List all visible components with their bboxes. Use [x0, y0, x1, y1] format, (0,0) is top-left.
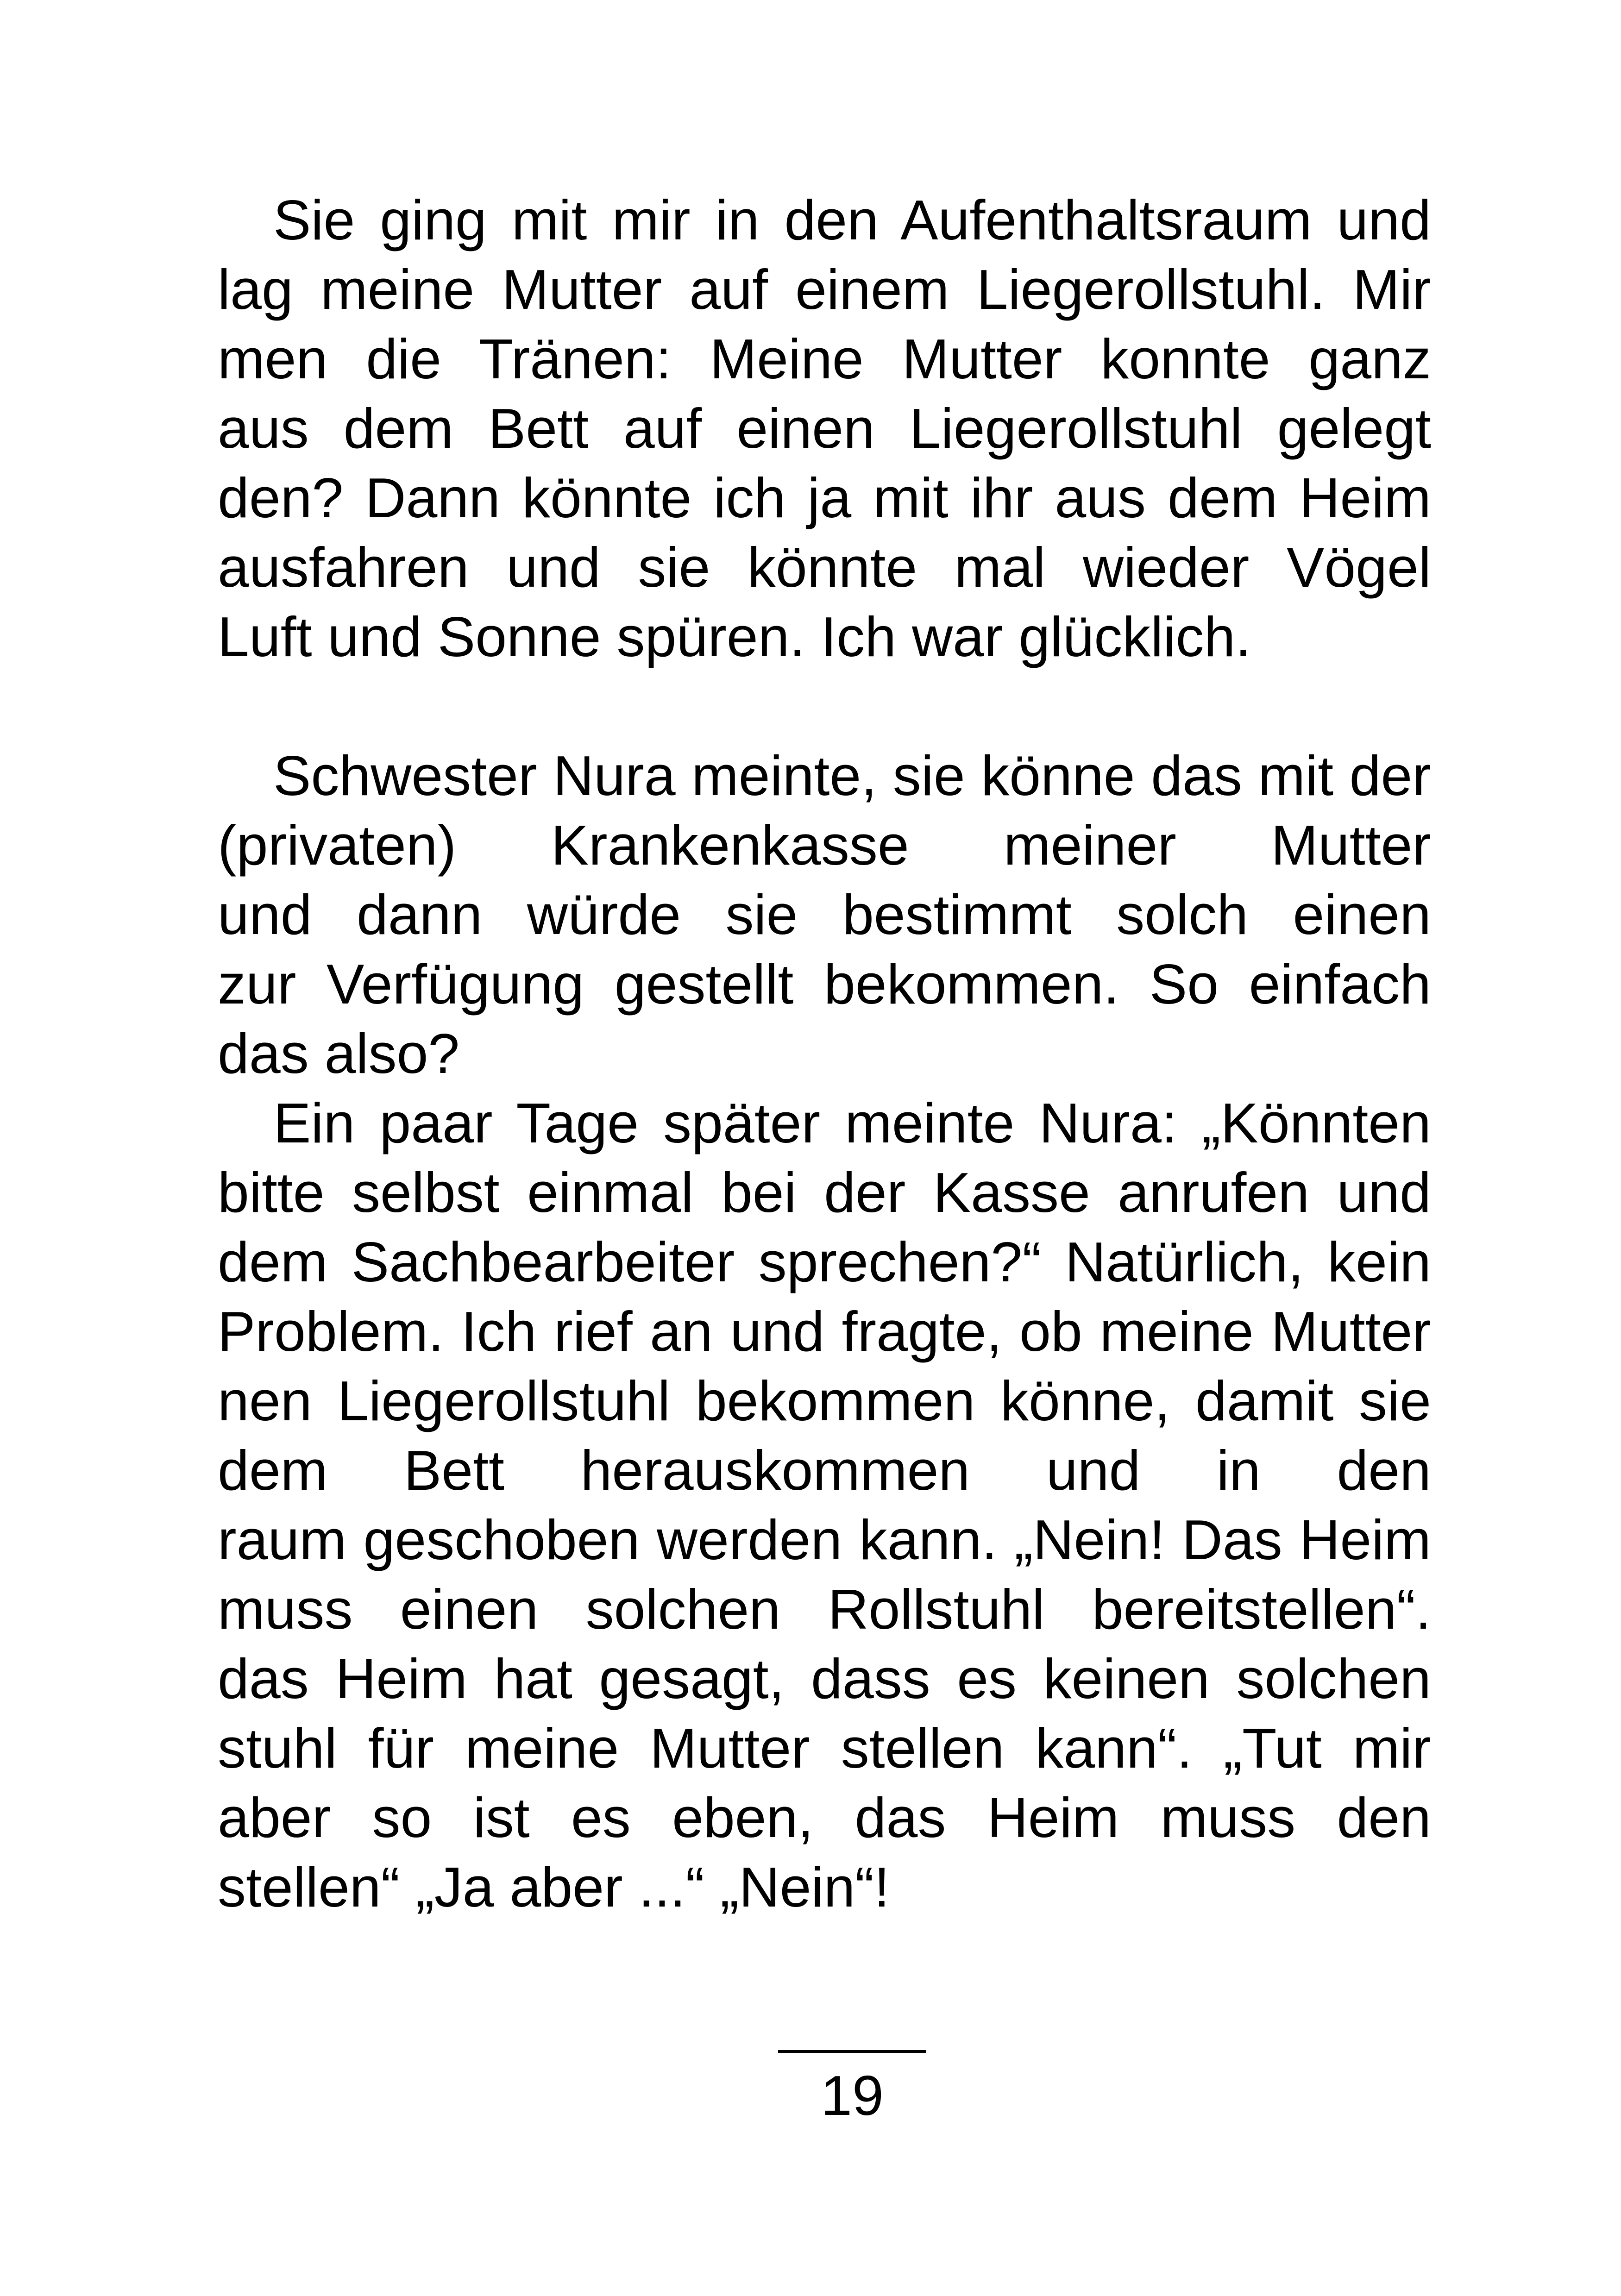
text-line: nen Liegerollstuhl bekommen könne, damit sie [218, 1369, 1431, 1432]
text-line: Luft und Sonne spüren. Ich war glücklich. [218, 605, 1251, 668]
text-line: Sie ging mit mir in den Aufenthaltsraum und [273, 188, 1431, 251]
text-line: Schwester Nura meinte, sie könne das mit der [273, 744, 1431, 807]
text-line: das also? [218, 1022, 460, 1085]
text-line: aber so ist es eben, das Heim muss den [218, 1786, 1431, 1849]
text-line: muss einen solchen Rollstuhl bereitstellen“. [218, 1578, 1431, 1641]
text-line: Problem. Ich rief an und fragte, ob meine Mutter [218, 1300, 1431, 1363]
text-line: bitte selbst einmal bei der Kasse anrufen und [218, 1161, 1431, 1224]
page-number-rule [778, 2050, 926, 2053]
text-line: aus dem Bett auf einen Liegerollstuhl gelegt [218, 397, 1431, 460]
text-line: lag meine Mutter auf einem Liegerollstuhl. Mir [218, 258, 1431, 321]
text-line: den? Dann könnte ich ja mit ihr aus dem Heim [218, 466, 1431, 529]
text-line: ausfahren und sie könnte mal wieder Vögel [218, 536, 1431, 599]
text-line: (privaten) Krankenkasse meiner Mutter [218, 814, 1431, 877]
text-line: stuhl für meine Mutter stellen kann“. „Tut mir [218, 1717, 1431, 1780]
text-line: das Heim hat gesagt, dass es keinen solchen [218, 1647, 1431, 1710]
text-line: raum geschoben werden kann. „Nein! Das Heim [218, 1508, 1431, 1571]
paragraph-gap [218, 671, 1431, 741]
text-line: dem Bett herauskommen und in den [218, 1439, 1431, 1502]
text-line: men die Tränen: Meine Mutter konnte ganz [218, 327, 1431, 390]
text-line: und dann würde sie bestimmt solch einen [218, 883, 1431, 946]
body-text [218, 185, 1431, 1922]
text-line: stellen“ „Ja aber ...“ „Nein“! [218, 1856, 890, 1919]
text-line: dem Sachbearbeiter sprechen?“ Natürlich, kein [218, 1230, 1431, 1293]
text-line: Ein paar Tage später meinte Nura: „Könnten [273, 1092, 1431, 1154]
text-line: zur Verfügung gestellt bekommen. So einfach [218, 953, 1431, 1016]
page-number: 19 [821, 2064, 884, 2127]
